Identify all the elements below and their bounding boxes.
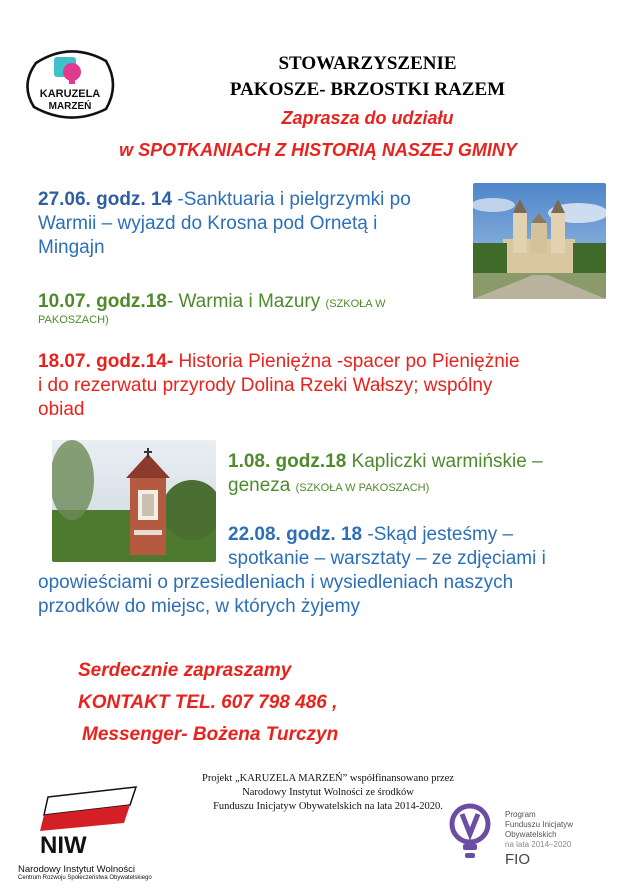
event-2-date: 10.07. godz.18 (38, 291, 167, 312)
project-note-line1: Projekt „KARUZELA MARZEŃ” współfinansowano przez (202, 773, 454, 784)
event-1-text-1: Sanktuaria i pielgrzymki po (183, 189, 411, 210)
event-4-text-1: Kapliczki warmińskie – (346, 451, 543, 472)
event-5-date: 22.08. godz. 18 (228, 524, 363, 545)
chapel-photo (52, 440, 216, 562)
logo-text-2: MARZEŃ (48, 101, 92, 112)
event-5-bottom (38, 571, 608, 619)
karuzela-marzen-logo (22, 45, 118, 123)
event-3-text-3: obiad (38, 399, 85, 420)
event-1 (38, 188, 468, 260)
org-title-line2: PAKOSZE- BRZOSTKI RAZEM (229, 79, 506, 100)
event-4 (228, 450, 608, 500)
event-5-top (228, 523, 608, 571)
fio-line4: na lata 2014–2020 (505, 840, 572, 849)
lightbulb-icon (22, 45, 118, 123)
event-5-text-4: przodków do miejsc, w których żyjemy (38, 596, 361, 617)
event-2-text: Warmia i Mazury (178, 291, 321, 312)
org-title-line1: STOWARZYSZENIE (278, 53, 457, 74)
event-2-note-2: PAKOSZACH) (38, 314, 109, 326)
project-note-line3: Funduszu Inicjatyw Obywatelskich na lata 2014-2020. (213, 801, 443, 812)
fio-bulb-icon (448, 800, 492, 866)
event-3-text-2: i do rezerwatu przyrody Dolina Rzeki Wałszy; wspólny (38, 375, 493, 396)
fio-text (505, 810, 573, 869)
event-5-text-2: spotkanie – warsztaty – ze zdjęciami i (228, 548, 546, 569)
event-4-note: (SZKOŁA W PAKOSZACH) (295, 482, 430, 494)
event-5-text-1: Skąd jesteśmy – (373, 524, 514, 545)
contact-phone: KONTAKT TEL. 607 798 486 , (78, 692, 338, 713)
event-4-date: 1.08. godz.18 (228, 451, 347, 472)
event-3 (38, 350, 598, 422)
event-2 (38, 290, 458, 316)
fio-logo-mark (448, 800, 492, 866)
event-3-date: 18.07. godz.14- (38, 351, 174, 372)
niw-logo (18, 783, 168, 887)
event-3-text-1: Historia Pieniężna -spacer po Pieniężnie (173, 351, 520, 372)
logo-text-1: KARUZELA (39, 88, 101, 100)
fio-line2: Funduszu Inicjatyw (505, 820, 574, 829)
series-title: w SPOTKANIACH Z HISTORIĄ NASZEJ GMINY (119, 140, 517, 160)
fio-line3: Obywatelskich (505, 830, 557, 839)
project-note (178, 772, 478, 814)
niw-sub: Centrum Rozwoju Społeczeństwa Obywatelskiego (18, 875, 152, 881)
project-note-line2: Narodowy Instytut Wolności ze środków (242, 787, 414, 798)
closing-greeting: Serdecznie zapraszamy (78, 660, 292, 681)
invite-line: Zaprasza do udziału (281, 108, 454, 128)
event-1-date: 27.06. godz. 14 (38, 189, 173, 210)
event-1-text-2: Warmii – wyjazd do Krosna pod Ornetą i (38, 213, 378, 234)
event-1-sep: - (172, 189, 184, 210)
niw-name: Narodowy Instytut Wolności (18, 864, 136, 875)
sanctuary-photo (473, 183, 606, 299)
event-2-sep: - (166, 291, 179, 312)
messenger-contact: Messenger- Bożena Turczyn (82, 724, 339, 745)
fio-line1: Program (505, 810, 536, 819)
event-5-text-3: opowieściami o przesiedleniach i wysiedleniach naszych (38, 572, 514, 593)
fio-abbr: FIO (505, 851, 530, 868)
event-1-text-3: Mingajn (38, 237, 105, 258)
event-2-note-1: (SZKOŁA W (325, 298, 386, 310)
event-4-text-2: geneza (228, 475, 296, 496)
niw-abbr: NIW (40, 832, 87, 857)
event-5-sep: - (362, 524, 374, 545)
niw-flag-icon (18, 783, 168, 857)
